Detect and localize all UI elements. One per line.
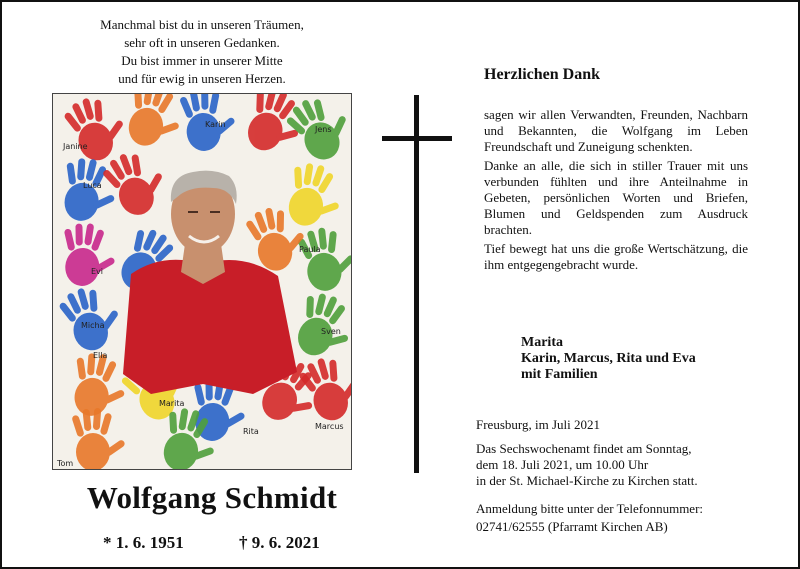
phone-number: 02741/62555 (Pfarramt Kirchen AB) bbox=[476, 519, 668, 534]
service-line: Das Sechswochenamt findet am Sonntag, bbox=[476, 441, 692, 456]
thanks-paragraph: sagen wir allen Verwandten, Freunden, Nachbarn und Bekannten, die Wolfgang im Leben Freundschaft und Zuneigung schenkten. bbox=[484, 107, 748, 154]
birth-date: * 1. 6. 1951 bbox=[103, 533, 184, 552]
thanks-paragraph: Tief bewegt hat uns die große Wertschätzung, die ihm entgegengebracht wurde. bbox=[484, 241, 748, 272]
hand-name-label: Evi bbox=[91, 267, 104, 276]
signer-line: mit Familien bbox=[521, 367, 598, 382]
poem-line: und für ewig in unseren Herzen. bbox=[118, 71, 286, 86]
hand-name-label: Luca bbox=[83, 181, 102, 190]
cross-icon bbox=[382, 95, 454, 475]
hand-name-label: Micha bbox=[81, 321, 105, 330]
hand-name-label: Marcus bbox=[315, 422, 344, 431]
poem-line: sehr oft in unseren Gedanken. bbox=[124, 35, 280, 50]
service-announcement bbox=[476, 441, 698, 489]
signer-line: Marita bbox=[521, 335, 563, 350]
thanks-title: Herzlichen Dank bbox=[484, 66, 600, 83]
signer-line: Karin, Marcus, Rita und Eva bbox=[521, 351, 696, 366]
thanks-text bbox=[484, 107, 748, 273]
hand-name-label: Tom bbox=[57, 459, 74, 468]
hand-name-label: Janine bbox=[63, 142, 88, 151]
hand-name-label: Rita bbox=[243, 427, 259, 436]
handprint-portrait-image bbox=[53, 94, 351, 469]
hand-name-label: Marita bbox=[159, 399, 185, 408]
hand-name-label: Paula bbox=[299, 245, 321, 254]
hand-name-label: Karin bbox=[205, 120, 226, 129]
signers bbox=[521, 335, 696, 383]
hand-name-label: Sven bbox=[321, 327, 341, 336]
portrait-photo bbox=[52, 93, 352, 470]
place-date: Freusburg, im Juli 2021 bbox=[476, 417, 600, 432]
death-date: † 9. 6. 2021 bbox=[239, 533, 320, 552]
hand-name-label: Ella bbox=[93, 351, 108, 360]
service-line: dem 18. Juli 2021, um 10.00 Uhr bbox=[476, 457, 649, 472]
deceased-name: Wolfgang Schmidt bbox=[86, 480, 338, 515]
poem-line: Manchmal bist du in unseren Träumen, bbox=[100, 17, 304, 32]
memorial-poem bbox=[42, 16, 362, 88]
hand-name-label: Jens bbox=[315, 125, 332, 134]
thanks-paragraph: Danke an alle, die sich in stiller Trauer mit uns verbunden fühlten und ihre Anteilnahme in Gebeten, persönlichen Worten und Briefen, Blumen und Geldspenden zum Ausdruck brachten. bbox=[484, 158, 748, 237]
service-line: in der St. Michael-Kirche zu Kirchen statt. bbox=[476, 473, 698, 488]
poem-line: Du bist immer in unserer Mitte bbox=[121, 53, 283, 68]
registration-note: Anmeldung bitte unter der Telefonnummer: bbox=[476, 501, 704, 516]
